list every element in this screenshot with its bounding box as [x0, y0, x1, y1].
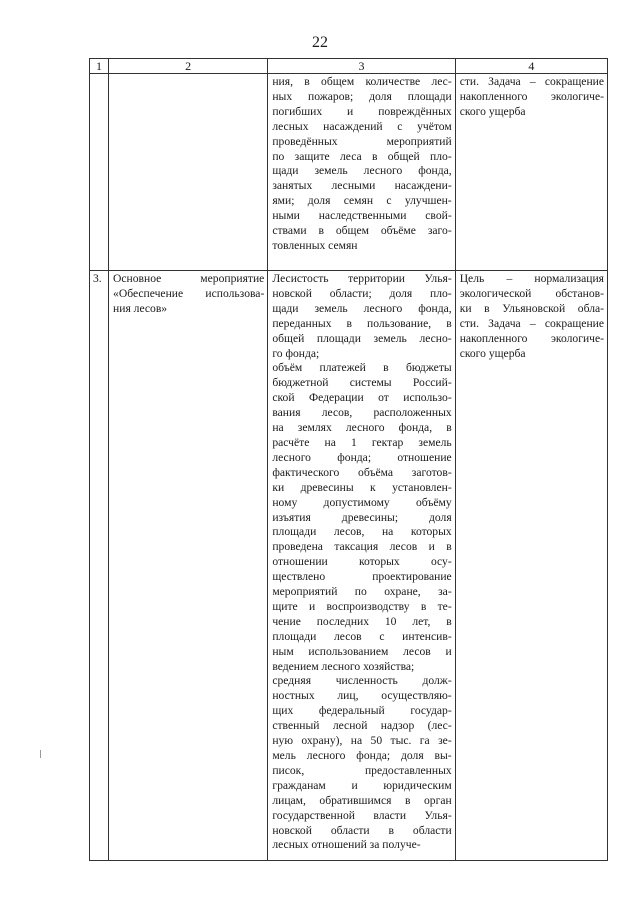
cell-line: ществлено проектирование: [272, 570, 452, 584]
cell-line: лесных отношений за получе-: [272, 838, 421, 852]
cell-line: товленных семян: [272, 238, 358, 252]
cell-line: новской области в области: [272, 823, 452, 837]
cell-line: Лесистость территории Улья-: [272, 272, 452, 285]
cell-line: лесных насаждений с учётом: [272, 119, 452, 133]
cell-line: ки в Ульяновской обла-: [459, 301, 604, 315]
cell-line: ского ущерба: [459, 346, 526, 360]
cell-line: бюджетной системы Россий-: [272, 376, 452, 390]
cell-line: ственный лесной надзор (лес-: [272, 719, 452, 733]
cell-line: лесного фонда; отношение: [272, 450, 452, 464]
cell-line: ской Федерации от использо-: [272, 391, 452, 405]
header-cell-3: 3: [268, 59, 455, 74]
cell-line: государственной власти Улья-: [272, 808, 452, 822]
row-continued-goal: [455, 74, 607, 271]
cell-line: лицам, обратившимся в орган: [272, 793, 452, 807]
cell-line: щих федеральный государ-: [272, 704, 452, 718]
page-number: 22: [312, 34, 328, 51]
cell-line: объём платежей в бюджеты: [272, 361, 452, 375]
table-row-continued: [90, 74, 608, 271]
cell-line: щите и воспроизводству в те-: [272, 599, 452, 613]
cell-line: новской области; доля пло-: [272, 286, 452, 300]
cell-line: ную охрану), на 50 тыс. га зе-: [272, 734, 452, 748]
cell-line: средняя численность долж-: [272, 674, 452, 688]
cell-line: проведена таксация лесов и в: [272, 540, 452, 554]
row-continued-number: [90, 74, 109, 271]
row-3-measure: [109, 271, 268, 861]
row-continued-measure: [109, 74, 268, 271]
cell-line: ствами в общем объёме заго-: [272, 224, 452, 238]
cell-line: «Обеспечение использова-: [113, 286, 265, 300]
row-continued-indicators: [268, 74, 455, 271]
cell-line: Основное мероприятие: [113, 272, 265, 285]
cell-line: ными наследственными свой-: [272, 209, 452, 223]
cell-line: мероприятий по охране, за-: [272, 585, 452, 599]
cell-line: ского ущерба: [459, 104, 526, 118]
cell-line: отношении которых осу-: [272, 555, 452, 569]
table-header-row: [90, 59, 608, 74]
cell-line: площади лесов с интенсив-: [272, 629, 452, 643]
cell-line: писок, предоставленных: [272, 763, 452, 777]
cell-line: щади земель лесного фонда,: [272, 164, 452, 178]
cell-line: чение последних 10 лет, в: [272, 614, 452, 628]
cell-line: занятых лесными насаждени-: [272, 179, 452, 193]
cell-line: общей площади земель лесно-: [272, 331, 452, 345]
row-3-number: 3.: [90, 271, 109, 861]
cell-line: фактического объёма заготов-: [272, 465, 452, 479]
header-cell-4: 4: [455, 59, 607, 74]
cell-line: ностных лиц, осуществляю-: [272, 689, 452, 703]
cell-line: Цель – нормализация: [459, 272, 604, 285]
cell-line: мель лесного фонда; доля вы-: [272, 749, 452, 762]
cell-line: щади земель лесного фонда,: [272, 301, 452, 315]
header-cell-1: 1: [90, 59, 109, 74]
cell-line: ями; доля семян с улучшен-: [272, 194, 452, 208]
header-cell-2: 2: [109, 59, 268, 74]
cell-line: экологической обстанов-: [459, 286, 604, 300]
program-table: [89, 58, 608, 861]
cell-line: го фонда;: [272, 346, 320, 360]
cell-line: проведённых мероприятий: [272, 134, 452, 148]
cell-line: накопленного экологиче-: [459, 331, 604, 345]
table-row-3: [90, 271, 608, 861]
cell-line: накопленного экологиче-: [459, 89, 604, 103]
row-3-goal: [455, 271, 607, 861]
cell-line: вания лесов, расположенных: [272, 406, 452, 420]
cell-line: сти. Задача – сокращение: [459, 316, 604, 330]
cell-line: гражданам и юридическим: [272, 778, 452, 792]
scan-margin-mark: [40, 750, 41, 758]
cell-line: расчёте на 1 гектар земель: [272, 435, 452, 449]
cell-line: погибших и повреждённых: [272, 104, 452, 118]
cell-line: ному допустимому объёму: [272, 495, 452, 509]
cell-line: ных пожаров; доля площади: [272, 89, 452, 103]
cell-line: переданных в пользование, в: [272, 316, 452, 330]
cell-line: сти. Задача – сокращение: [459, 75, 604, 88]
cell-line: площади лесов, на которых: [272, 525, 452, 539]
cell-line: ки древесины к установлен-: [272, 480, 452, 494]
cell-line: ведением лесного хозяйства;: [272, 659, 415, 673]
cell-line: ния, в общем количестве лес-: [272, 75, 452, 88]
cell-line: ния лесов»: [113, 301, 168, 315]
cell-line: изъятия древесины; доля: [272, 510, 452, 524]
cell-line: ным использованием лесов и: [272, 644, 452, 658]
row-3-indicators: [268, 271, 455, 861]
cell-line: по защите леса в общей пло-: [272, 149, 452, 163]
cell-line: на землях лесного фонда, в: [272, 421, 452, 435]
